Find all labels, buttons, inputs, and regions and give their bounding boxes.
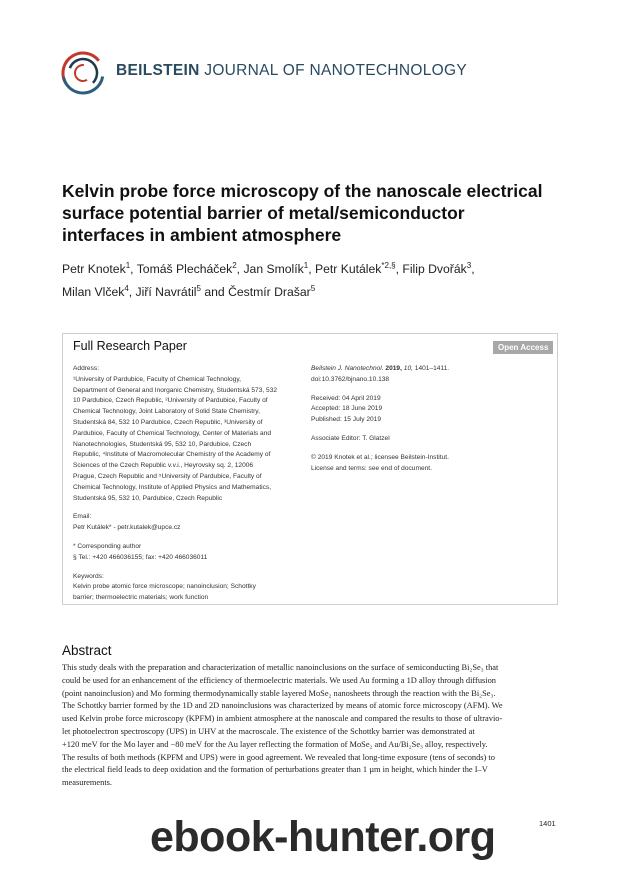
author-name: Jiří Navrátil (135, 285, 197, 300)
author-name: Petr Kutálek (314, 262, 382, 277)
abstract-line: The results of both methods (KPFM and UPS) were in good agreement. We revealed that long-time exposure (tens of seconds) to (62, 752, 495, 762)
keywords-label: Keywords: (73, 572, 104, 580)
author-name: Petr Knotek (62, 262, 126, 277)
page-number: 1401 (539, 819, 556, 828)
author-affiliation: 5 (196, 284, 201, 294)
article-type-heading: Full Research Paper (73, 339, 187, 353)
address-label: Address: (73, 365, 100, 372)
address-text (73, 375, 301, 505)
keywords-line: Kelvin probe atomic force microscope; nanoinclusion; Schottky (73, 583, 256, 591)
keywords-text (73, 582, 301, 604)
address-column (73, 364, 301, 604)
author-affiliation: 3 (466, 261, 472, 270)
article-info-box (62, 333, 558, 605)
author-separator: , (308, 262, 315, 277)
address-line: Chemical Technology, Joint Laboratory of Solid State Chemistry, (73, 408, 260, 416)
author-name: Filip Dvořák (402, 262, 467, 277)
address-line: Department of General and Inorganic Chemistry, Studentská 573, 532 (73, 386, 278, 394)
abstract-body (62, 662, 558, 790)
address-line: Sciences of the Czech Republic v.v.i., Heyrovsky sq. 2, 12006 (73, 462, 254, 470)
author-affiliation: 1 (125, 261, 131, 270)
address-line: ¹University of Pardubice, Faculty of Chemical Technology, (73, 375, 241, 383)
corresponding-note: * Corresponding author (73, 542, 142, 550)
address-line: Studentská 95, 532 10, Pardubice, Czech Republic (73, 494, 223, 502)
author-separator: and (200, 285, 229, 300)
address-line: Republic, ⁴Institute of Macromolecular Chemistry of the Academy of (73, 451, 271, 459)
associate-editor: Associate Editor: T. Glatzel (311, 434, 390, 442)
author-separator: , (471, 262, 475, 277)
abstract-line: the electrical field leads to deep oxidation and the formation of perturbations greater than 1 µm in height, which hinder the I–V (62, 765, 488, 775)
email-label: Email: (73, 513, 92, 521)
address-line: 10 Pardubice, Czech Republic, ²University of Pardubice, Faculty of (73, 397, 268, 405)
abstract-line: used Kelvin probe force microscopy (KPFM) in ambient atmosphere at the nanoscale and compared the results to those of ultravio- (62, 714, 503, 724)
author-affiliation: 4 (124, 284, 129, 294)
citation-journal: Beilstein J. Nanotechnol. (311, 365, 384, 372)
tel-fax-line: § Tel.: +420 466036155; fax: +420 466036011 (73, 553, 208, 561)
author-affiliation: 2 (232, 261, 237, 270)
abstract-line: (point nanoinclusion) and Mo forming thermodynamically stable layered MoSe₂ nanosheets through the reaction with the Bi₂Se₃. (62, 688, 496, 698)
abstract-line: The Schottky barrier formed by the 1D and 2D nanoinclusions was characterized by means of atomic force microscopy (AFM). We (62, 701, 503, 711)
author-name: Tomáš Plecháček (136, 262, 233, 277)
author-name: Milan Vlček (62, 285, 125, 300)
journal-name-rest: JOURNAL OF NANOTECHNOLOGY (204, 62, 467, 79)
citation-column (311, 364, 551, 474)
accepted-date: Accepted: 18 June 2019 (311, 405, 383, 413)
author-list (62, 256, 562, 302)
license-line[interactable]: License and terms: see end of document. (311, 464, 432, 472)
address-line: Prague, Czech Republic and ⁵University of Pardubice, Faculty of (73, 472, 262, 480)
address-line: Studentská 84, 532 10 Pardubice, Czech Republic, ³University of (73, 418, 263, 426)
open-access-badge: Open Access (493, 341, 553, 354)
author-separator: , (236, 262, 244, 277)
author-affiliation: 1 (303, 261, 309, 270)
journal-name (116, 62, 467, 80)
address-line: Nanotechnologies, Studentská 95, 532 10, Pardubice, Czech (73, 440, 252, 448)
abstract-line: +120 meV for the Mo layer and −80 meV for the Au layer reflecting the formation of MoSe₂ and Au/Bi₂Se₃ alloy, respectively. (62, 739, 488, 749)
author-separator: , (395, 262, 403, 277)
abstract-line: This study deals with the preparation and characterization of metallic nanoinclusions on the surface of semiconducting Bi₂Se₃ that (62, 663, 499, 672)
author-name: Čestmír Drašar (228, 285, 311, 300)
doi-link[interactable]: doi:10.3762/bjnano.10.138 (311, 375, 390, 383)
author-affiliation: 5 (310, 284, 316, 294)
watermark-text: ebook-hunter.org (150, 813, 496, 861)
author-affiliation: *2,§ (381, 261, 396, 270)
copyright-line: © 2019 Knotek et al.; licensee Beilstein-Institut. (311, 453, 449, 461)
author-separator: , (130, 262, 137, 277)
abstract-line: could be used for an enhancement of the efficiency of thermoelectric materials. We used Au forming a 1D alloy through diffusion (62, 675, 496, 685)
published-date: Published: 15 July 2019 (311, 416, 382, 424)
article-title: Kelvin probe force microscopy of the nanoscale electrical surface potential barrier of metal/semiconductor interfaces in ambient atmosphere (62, 181, 543, 245)
abstract-line: let photoelectron spectroscopy (UPS) in UHV at the macroscale. The existence of the Schottky barrier was demonstrated at (62, 726, 475, 736)
citation-line (311, 364, 551, 375)
author-separator: , (128, 285, 136, 300)
citation-year: 2019, (385, 365, 402, 372)
address-line: Pardubice, Faculty of Chemical Technology, Center of Materials and (73, 429, 272, 437)
address-line: Chemical Technology, Institute of Applied Physics and Mathematics, (73, 483, 272, 491)
journal-name-bold: BEILSTEIN (116, 62, 200, 79)
author-name: Jan Smolík (243, 262, 304, 277)
abstract-line: measurements. (62, 778, 113, 788)
journal-logo-icon (60, 50, 106, 96)
email-line[interactable]: Petr Kutálek* - petr.kutalek@upce.cz (73, 524, 181, 532)
keywords-line: barrier; thermoelectric materials; work function (73, 594, 209, 602)
abstract-heading: Abstract (62, 643, 112, 658)
received-date: Received: 04 April 2019 (311, 394, 381, 402)
citation-volume: 10, (403, 365, 413, 372)
citation-pages: 1401–1411. (414, 365, 450, 372)
